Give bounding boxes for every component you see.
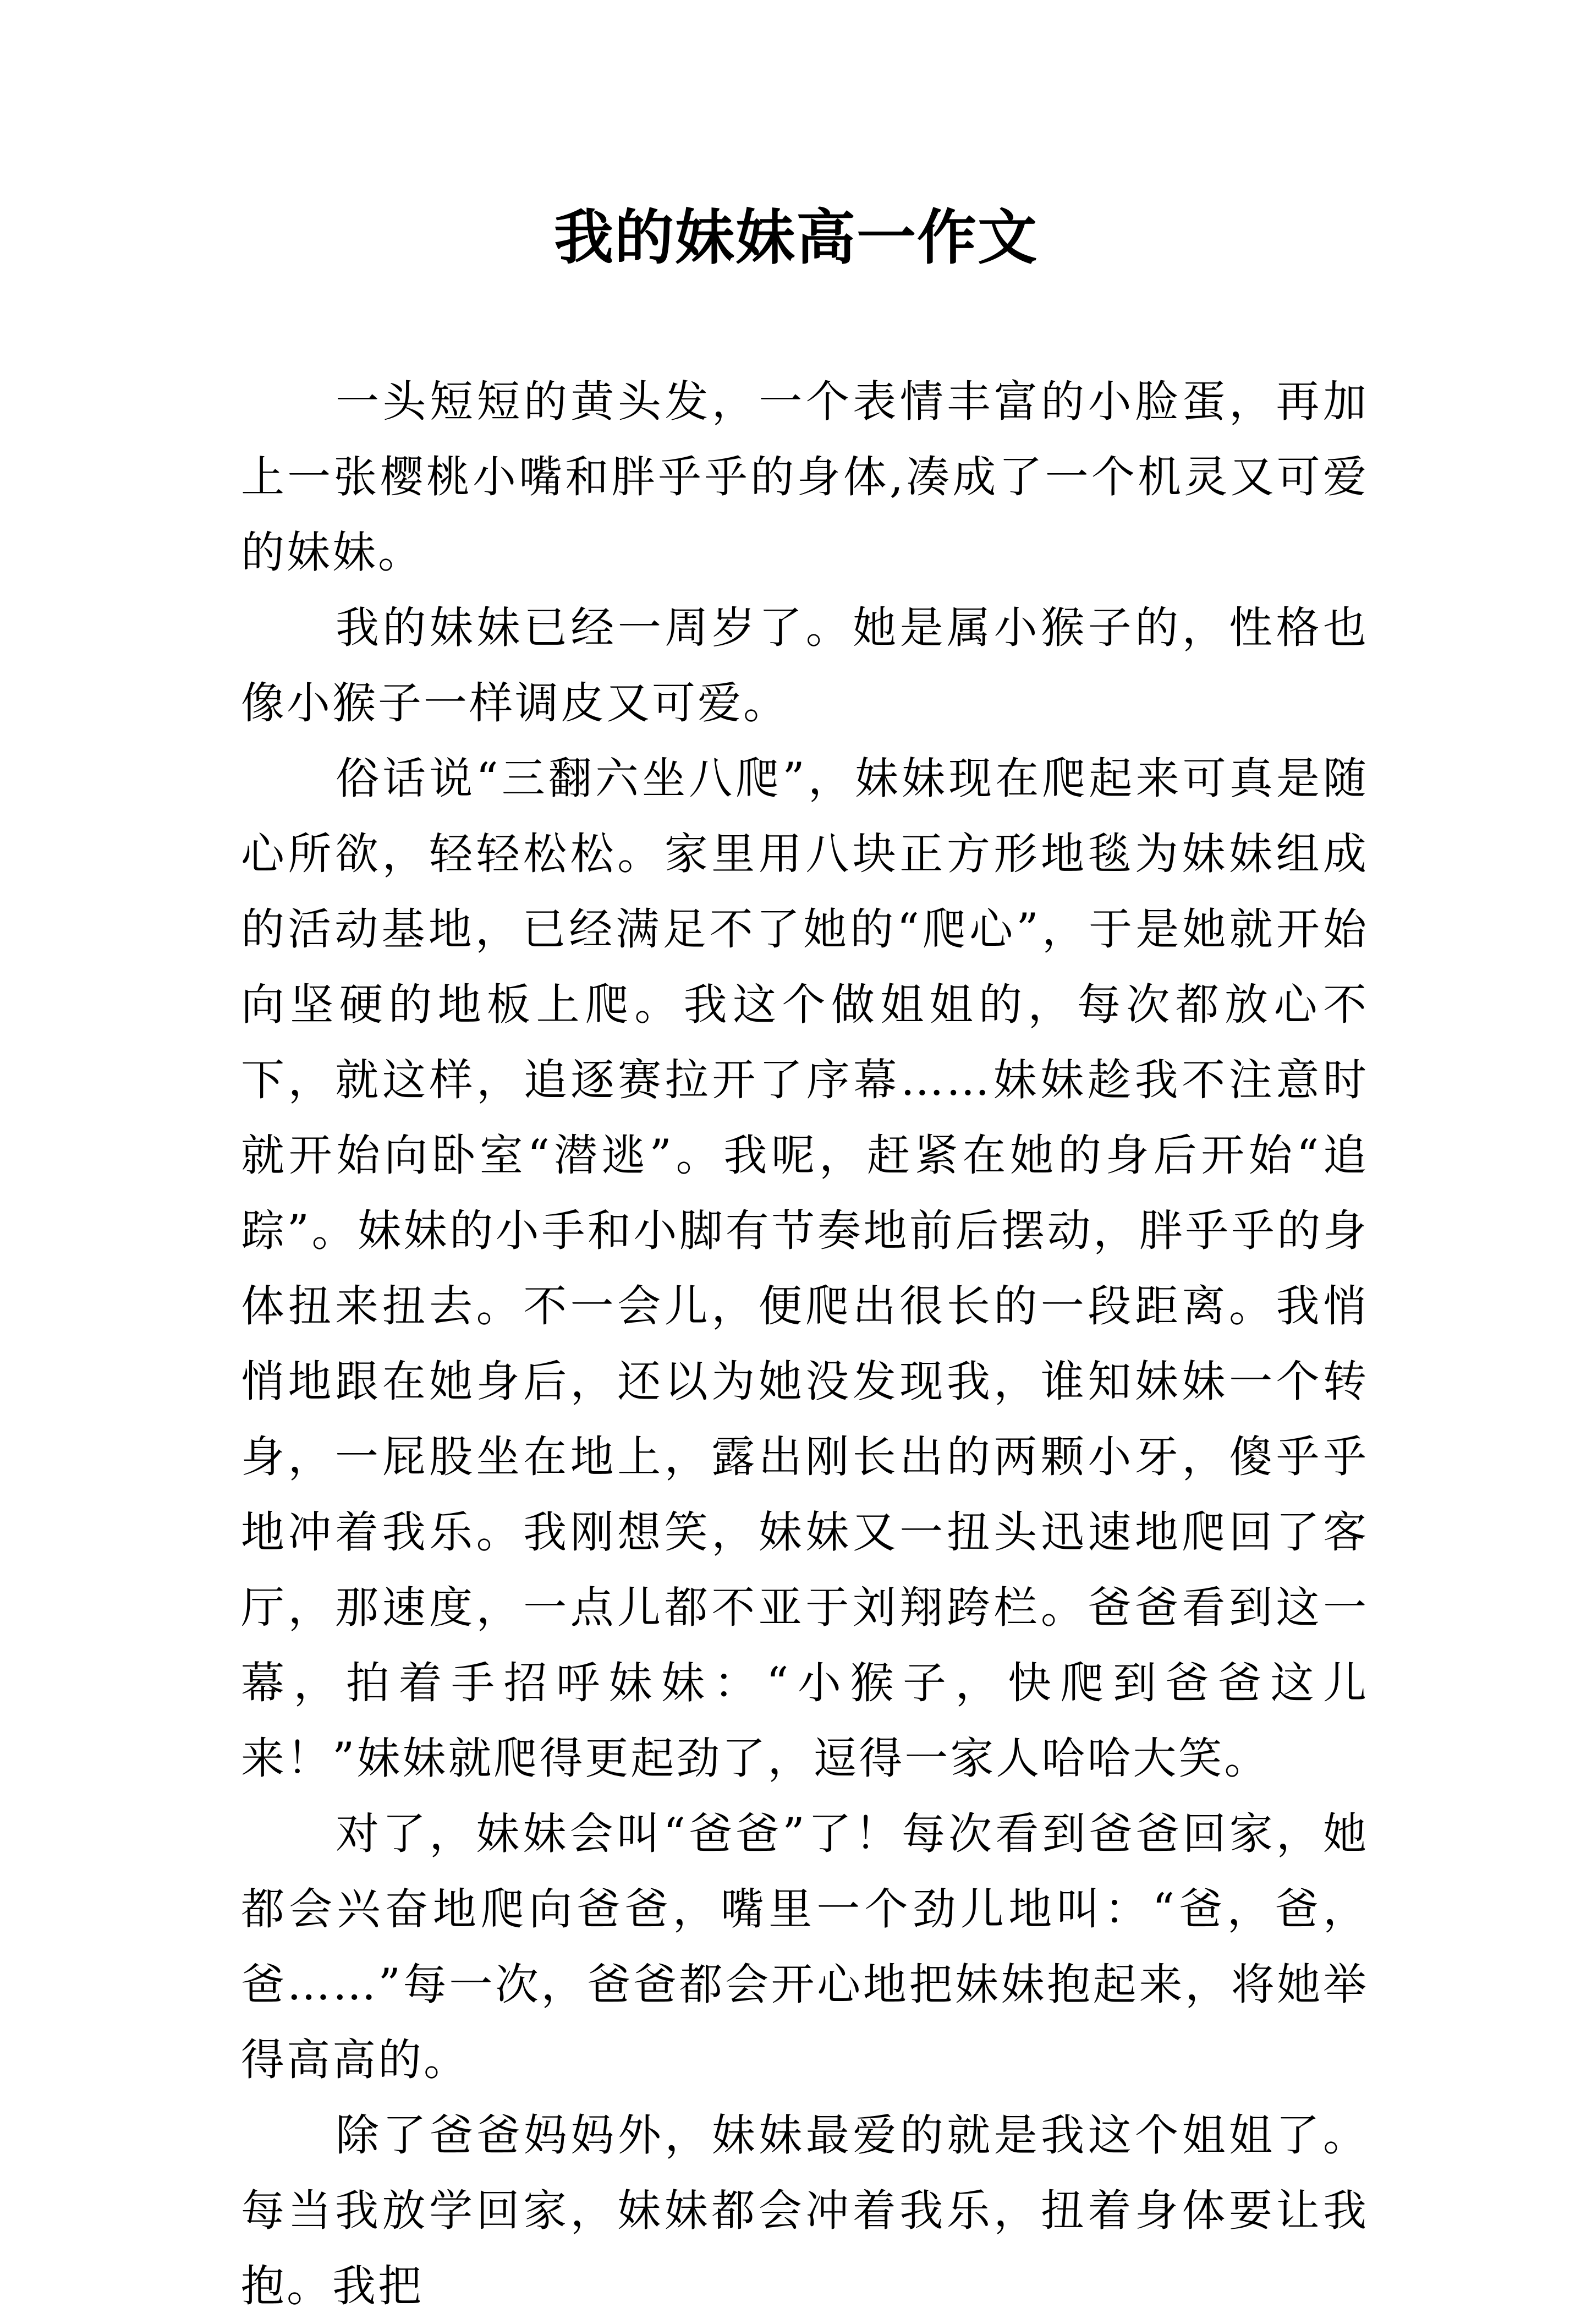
document-title: 我的妹妹高一作文 [553,203,1038,272]
paragraph: 俗话说“三翻六坐八爬”，妹妹现在爬起来可真是随心所欲，轻轻松松。家里用八块正方形地毯为妹妹组成的活动基地，已经满足不了她的“爬心”，于是她就开始向坚硬的地板上爬。我这个做姐姐的，每次都放心不下，就这样，追逐赛拉开了序幕……妹妹趁我不注意时就开始向卧室“潜逃”。我呢，赶紧在她的身后开始“追踪”。妹妹的小手和小脚有节奏地前后摆动，胖乎乎的身体扭来扭去。不一会儿，便爬出很长的一段距离。我悄悄地跟在她身后，还以为她没发现我，谁知妹妹一个转身，一屁股坐在地上，露出刚长出的两颗小牙，傻乎乎地冲着我乐。我刚想笑，妹妹又一扭头迅速地爬回了客厅，那速度，一点儿都不亚于刘翔跨栏。爸爸看到这一幕，拍着手招呼妹妹：“小猴子，快爬到爸爸这儿来！”妹妹就爬得更起劲了，逗得一家人哈哈大笑。 [241,753,1369,1784]
document-body [241,364,1369,2324]
paragraph: 我的妹妹已经一周岁了。她是属小猴子的，性格也像小猴子一样调皮又可爱。 [241,602,1369,728]
paragraph: 除了爸爸妈妈外，妹妹最爱的就是我这个姐姐了。每当我放学回家，妹妹都会冲着我乐，扭着身体要让我抱。我把 [241,2110,1369,2311]
paragraph: 一头短短的黄头发，一个表情丰富的小脸蛋，再加上一张樱桃小嘴和胖乎乎的身体,凑成了一个机灵又可爱的妹妹。 [241,376,1369,578]
paragraph: 对了，妹妹会叫“爸爸”了！每次看到爸爸回家，她都会兴奋地爬向爸爸，嘴里一个劲儿地叫：“爸，爸，爸……”每一次，爸爸都会开心地把妹妹抱起来，将她举得高高的。 [241,1808,1369,2085]
